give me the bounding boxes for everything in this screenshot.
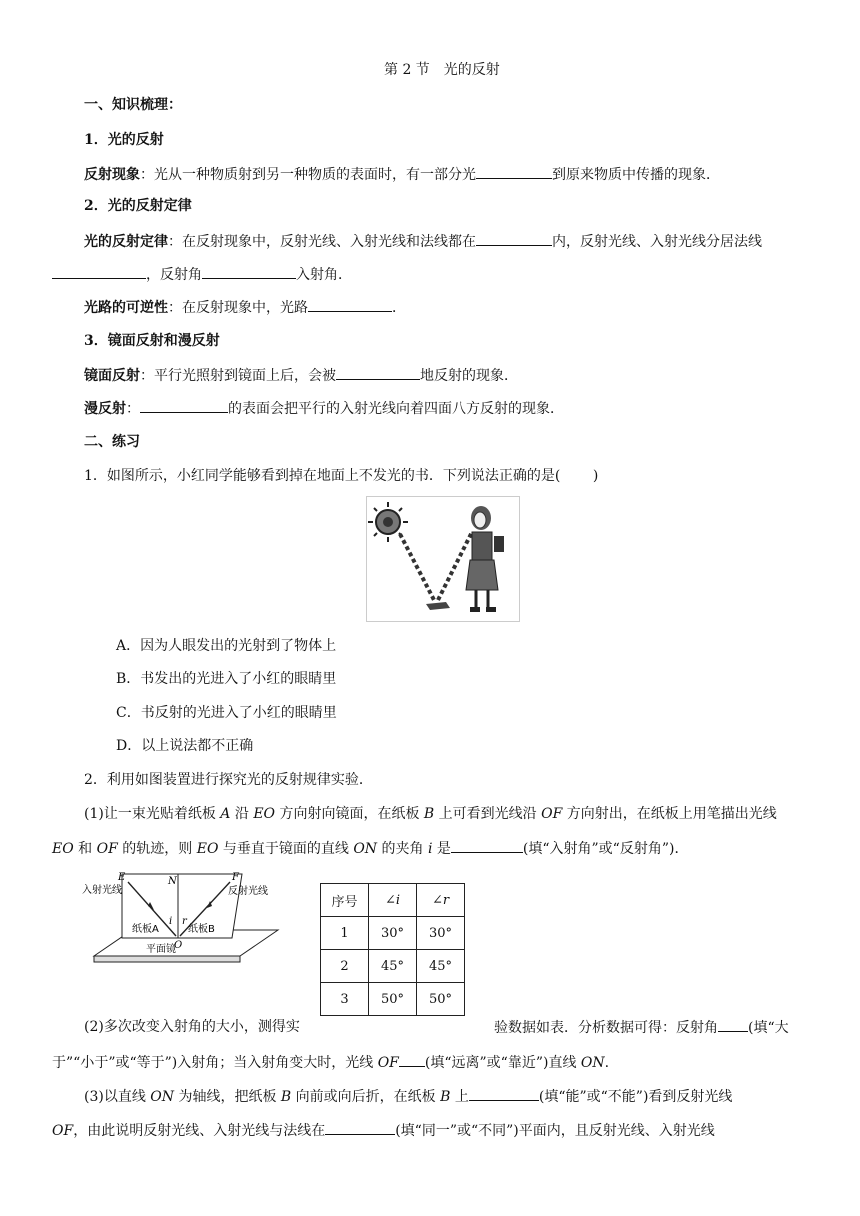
table-header-cell: ∠i	[369, 884, 417, 917]
table-cell: 30°	[417, 917, 465, 950]
blank[interactable]	[325, 1120, 395, 1135]
table-cell: 2	[321, 950, 369, 983]
diffuse-reflection-text: 漫反射： 的表面会把平行的入射光线向着四面八方反射的现象．	[84, 398, 564, 419]
table-row	[321, 917, 465, 950]
table-cell: 50°	[369, 983, 417, 1016]
q2-part1-line1: (1)让一束光贴着纸板 A 沿 EO 方向射向镜面，在纸板 B 上可看到光线沿 OF 方向射出，在纸板上用笔描出光线	[84, 806, 777, 822]
reflection-law-text: 光的反射定律：在反射现象中，反射光线、入射光线和法线都在 内，反射光线、入射光线分居法线	[84, 231, 762, 252]
table-header-cell: ∠r	[417, 884, 465, 917]
q2-part3-line1: (3)以直线 ON 为轴线，把纸板 B 向前或向后折，在纸板 B 上 (填“能”或“不能”)看到反射光线	[84, 1086, 732, 1107]
blank[interactable]	[336, 365, 420, 380]
svg-text:F: F	[232, 872, 239, 883]
section-practice-heading: 二、练习	[84, 434, 140, 450]
blank[interactable]	[399, 1052, 425, 1067]
question-1: 1．如图所示，小红同学能够看到掉在地面上不发光的书．下列说法正确的是( )	[84, 468, 599, 484]
blank[interactable]	[476, 231, 552, 246]
svg-text:N: N	[168, 876, 177, 887]
heading-mirror-diffuse: 3．镜面反射和漫反射	[84, 333, 220, 349]
q1-option-a[interactable]: A．因为人眼发出的光射到了物体上	[116, 638, 337, 654]
svg-text:反射光线: 反射光线	[228, 886, 268, 897]
question-2: 2．利用如图装置进行探究光的反射规律实验．	[84, 772, 373, 788]
svg-text:i: i	[169, 916, 173, 927]
blank[interactable]	[476, 164, 552, 179]
q2-part3-line2: OF，由此说明反射光线、入射光线与法线在 (填“同一”或“不同”)平面内，且反射光线、入射光线	[52, 1120, 715, 1141]
blank[interactable]	[451, 838, 523, 853]
svg-text:O: O	[174, 940, 183, 951]
girl-sees-book-figure	[366, 496, 520, 622]
q2-part2-line1-right: 验数据如表．分析数据可得：反射角 (填“大	[494, 1017, 789, 1038]
svg-text:纸板A: 纸板A	[132, 924, 159, 935]
svg-text:入射光线: 入射光线	[82, 885, 122, 896]
table-row	[321, 950, 465, 983]
section-knowledge-heading: 一、知识梳理：	[84, 97, 182, 113]
table-row	[321, 983, 465, 1016]
svg-text:r: r	[182, 916, 187, 927]
reversibility-text: 光路的可逆性：在反射现象中，光路 ．	[84, 297, 406, 318]
q1-option-c[interactable]: C．书反射的光进入了小红的眼睛里	[116, 705, 337, 721]
blank[interactable]	[52, 264, 146, 279]
table-cell: 45°	[417, 950, 465, 983]
blank[interactable]	[140, 398, 228, 413]
q1-option-b[interactable]: B．书发出的光进入了小红的眼睛里	[116, 671, 337, 687]
data-table	[320, 883, 465, 1016]
table-header-cell: 序号	[321, 884, 369, 917]
blank[interactable]	[202, 264, 296, 279]
svg-text:纸板B: 纸板B	[188, 924, 215, 935]
q1-option-d[interactable]: D．以上说法都不正确	[116, 738, 254, 754]
blank[interactable]	[469, 1086, 539, 1101]
table-cell: 3	[321, 983, 369, 1016]
mirror-reflection-text: 镜面反射：平行光照射到镜面上后，会被 地反射的现象．	[84, 365, 518, 386]
table-cell: 1	[321, 917, 369, 950]
blank[interactable]	[308, 297, 392, 312]
svg-text:E: E	[118, 872, 126, 883]
heading-reflection-law: 2．光的反射定律	[84, 198, 192, 214]
blank[interactable]	[718, 1017, 748, 1032]
reflection-phenomenon-text: 反射现象：光从一种物质射到另一种物质的表面时，有一部分光 到原来物质中传播的现象．	[84, 164, 720, 185]
svg-text:平面镜: 平面镜	[146, 944, 176, 955]
reflection-apparatus-figure	[82, 866, 286, 970]
heading-reflection: 1．光的反射	[84, 132, 164, 148]
table-cell: 30°	[369, 917, 417, 950]
q2-part2-line1-left: (2)多次改变入射角的大小，测得实	[84, 1019, 300, 1035]
q2-part1-line2: EO 和 OF 的轨迹，则 EO 与垂直于镜面的直线 ON 的夹角 i 是 (填“入射角”或“反射角”)．	[52, 838, 688, 859]
table-cell: 50°	[417, 983, 465, 1016]
reflection-law-text-2: ，反射角 入射角．	[52, 264, 352, 285]
q2-part2-line2: 于”“小于”或“等于”)入射角；当入射角变大时，光线 OF (填“远离”或“靠近”)直线 ON.	[52, 1052, 609, 1073]
table-cell: 45°	[369, 950, 417, 983]
page-title: 第 2 节 光的反射	[384, 62, 500, 78]
table-header-row	[321, 884, 465, 917]
